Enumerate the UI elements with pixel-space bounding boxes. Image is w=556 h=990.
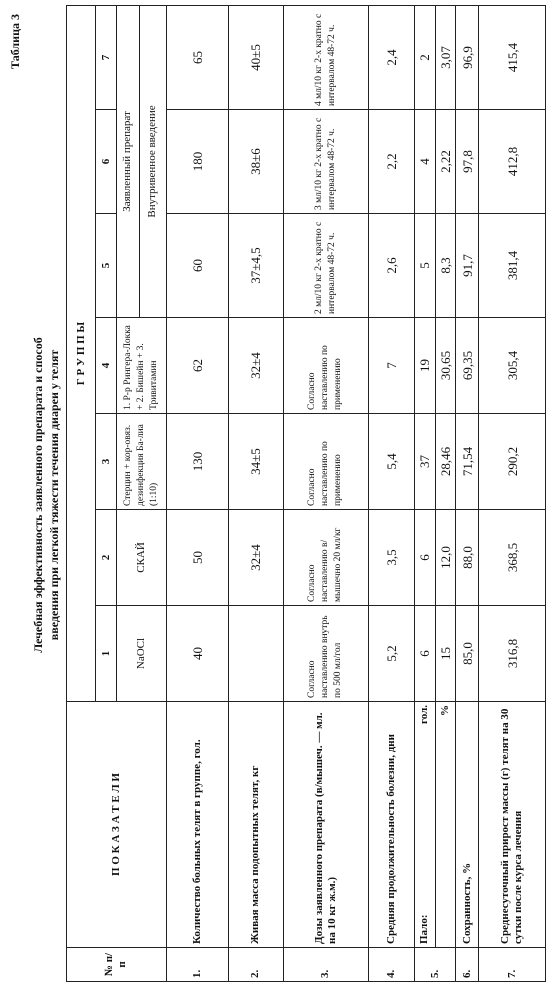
table-row	[414, 5, 435, 981]
header-indicators: П О К А З А Т Е Л И	[67, 702, 167, 948]
table-row	[368, 5, 414, 981]
unit-label: гол.	[418, 705, 431, 724]
cell-value: 7	[368, 318, 414, 414]
group-number: 4	[96, 318, 117, 414]
row-number: 3.	[283, 948, 368, 982]
cell-value: 5,2	[368, 606, 414, 702]
cell-value: 19	[414, 318, 435, 414]
group-number: 1	[96, 606, 117, 702]
row-number: 5.	[414, 948, 456, 982]
cell-value: 316,8	[479, 606, 546, 702]
cell-value: 50	[166, 510, 228, 606]
cell-value: 368,5	[479, 510, 546, 606]
header-groups: Г Р У П П Ы	[67, 5, 96, 701]
cell-value: 85,0	[456, 606, 479, 702]
cell-value: 69,35	[456, 318, 479, 414]
row-label: Пало:	[418, 914, 431, 944]
title-line-1: Лечебная эффективность заявленного препарата и способ	[31, 337, 45, 653]
table-number: Таблица 3	[8, 14, 22, 69]
table-row	[166, 5, 228, 981]
cell-value: 60	[166, 214, 228, 318]
table-row	[435, 5, 456, 981]
cell-value: 37±4,5	[229, 214, 283, 318]
table-row	[456, 5, 479, 981]
cell-value: Согласно наставлению по применению	[283, 318, 368, 414]
cell-value: 180	[166, 110, 228, 214]
cell-value: 381,4	[479, 214, 546, 318]
table-row	[283, 5, 368, 981]
cell-value: 40±5	[229, 5, 283, 109]
cell-value: 38±6	[229, 110, 283, 214]
prep-group-5-7-top: Заявленный препарат	[116, 5, 139, 317]
cell-value: 3,07	[435, 5, 456, 109]
row-label: Живая масса подопытных телят, кг	[229, 702, 283, 948]
cell-value: Согласно наставлению по применению	[283, 414, 368, 510]
cell-value: 2	[414, 5, 435, 109]
cell-value: 97,8	[456, 110, 479, 214]
cell-value: 6	[414, 606, 435, 702]
row-label: Дозы заявленного препарата (в/мышеч. — мл. на 10 кг ж.м.)	[283, 702, 368, 948]
cell-value: 40	[166, 606, 228, 702]
cell-value: 34±5	[229, 414, 283, 510]
cell-value: 5,4	[368, 414, 414, 510]
cell-value: 32±4	[229, 318, 283, 414]
cell-value: 28,46	[435, 414, 456, 510]
cell-value: 2,6	[368, 214, 414, 318]
group-number: 2	[96, 510, 117, 606]
row-number: 7.	[479, 948, 546, 982]
prep-group-5-7-bottom: Внутривенное введение	[139, 5, 166, 317]
cell-value: Согласно наставлению в/мышечно 20 мл/кг	[283, 510, 368, 606]
cell-value: 6	[414, 510, 435, 606]
cell-value: 415,4	[479, 5, 546, 109]
row-label: Сохранность, %	[456, 702, 479, 948]
cell-value: 8,3	[435, 214, 456, 318]
cell-value: 4	[414, 110, 435, 214]
row-label: Средняя продолжительность болезни, дни	[368, 702, 414, 948]
table-row	[229, 5, 283, 981]
cell-value: 62	[166, 318, 228, 414]
prep-group-1: NaOCl	[116, 606, 166, 702]
row-number: 1.	[166, 948, 228, 982]
title-line-2: введения при легкой тяжести течения диареи у телят	[47, 349, 61, 641]
results-table	[66, 5, 546, 982]
cell-value: 3,5	[368, 510, 414, 606]
cell-value: 412,8	[479, 110, 546, 214]
cell-value: 290,2	[479, 414, 546, 510]
cell-value: 4 мл/10 кг 2-х кратно с интервалом 48-72 ч.	[283, 5, 368, 109]
cell-value: 130	[166, 414, 228, 510]
cell-value: 37	[414, 414, 435, 510]
cell-value: 2,22	[435, 110, 456, 214]
row-label: Среднесуточный прирост массы (г) телят на 30 сутки после курса лечения	[479, 702, 546, 948]
row-label-gol	[414, 702, 435, 948]
prep-group-3: Стерцин + кор-овяз. дезинфекция Ба-лиа (1:10)	[116, 414, 166, 510]
cell-value: 88,0	[456, 510, 479, 606]
table-row	[479, 5, 546, 981]
cell-value	[229, 606, 283, 702]
cell-value: 5	[414, 214, 435, 318]
cell-value: 2,4	[368, 5, 414, 109]
cell-value: 32±4	[229, 510, 283, 606]
row-number: 2.	[229, 948, 283, 982]
cell-value: 2 мл/10 кг 2-х кратно с интервалом 48-72 ч.	[283, 214, 368, 318]
prep-group-2: СКАЙ	[116, 510, 166, 606]
group-number: 7	[96, 5, 117, 109]
cell-value: 30,65	[435, 318, 456, 414]
group-number: 5	[96, 214, 117, 318]
header-no: № п/п	[67, 948, 167, 982]
row-label: Количество больных телят в группе, гол.	[166, 702, 228, 948]
cell-value: 71,54	[456, 414, 479, 510]
page-title	[30, 0, 62, 990]
cell-value: 305,4	[479, 318, 546, 414]
unit-label: %	[435, 702, 456, 948]
cell-value: 3 мл/10 кг 2-х кратно с интервалом 48-72 ч.	[283, 110, 368, 214]
group-number: 6	[96, 110, 117, 214]
cell-value: 91,7	[456, 214, 479, 318]
header-row-groups	[67, 5, 96, 981]
row-number: 6.	[456, 948, 479, 982]
group-number: 3	[96, 414, 117, 510]
prep-group-4: 1. Р-р Рингера-Локка + 2. Бишейн + 3. Тривитамин	[116, 318, 166, 414]
cell-value: 2,2	[368, 110, 414, 214]
row-number: 4.	[368, 948, 414, 982]
cell-value: Согласно наставлению внутрь по 500 мл/гол	[283, 606, 368, 702]
cell-value: 65	[166, 5, 228, 109]
cell-value: 96,9	[456, 5, 479, 109]
cell-value: 12,0	[435, 510, 456, 606]
cell-value: 15	[435, 606, 456, 702]
